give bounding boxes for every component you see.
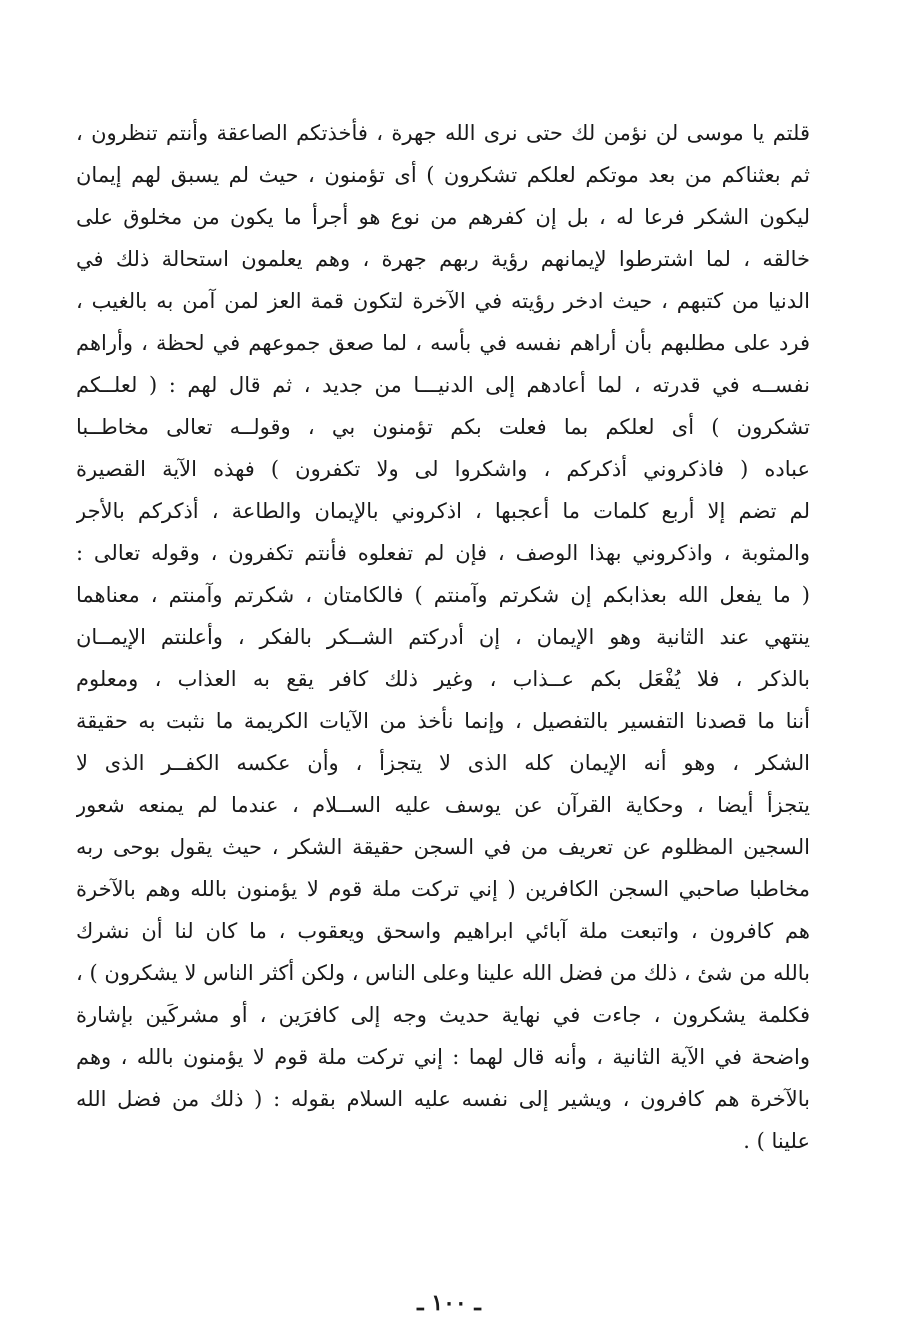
text-line: تشكرون ) أى لعلكم بما فعلت بكم تؤمنون بي ، وقولــه تعالى مخاطــبا — [76, 415, 810, 439]
page-number: ـ ١٠٠ ـ — [417, 1290, 481, 1316]
text-line: بالله من شئ ، ذلك من فضل الله علينا وعلى الناس ، ولكن أكثر الناس لا يشكرون ) ، — [76, 961, 810, 985]
text-line: واضحة في الآية الثانية ، وأنه قال لهما : إني تركت ملة قوم لا يؤمنون بالله ، وهم — [76, 1045, 810, 1069]
text-line: ليكون الشكر فرعا له ، بل إن كفرهم من نوع هو أجرأ ما يكون من مخلوق على — [76, 205, 810, 229]
text-line: ثم بعثناكم من بعد موتكم لعلكم تشكرون ) أى تؤمنون ، حيث لم يسبق لهم إيمان — [76, 163, 810, 187]
text-line: ينتهي عند الثانية وهو الإيمان ، إن أدركتم الشــكر بالفكر ، وأعلنتم الإيمــان — [76, 625, 810, 649]
text-line: بالآخرة هم كافرون ، ويشير إلى نفسه عليه السلام بقوله : ( ذلك من فضل الله — [76, 1087, 810, 1111]
text-line-last: علينا ) . — [743, 1129, 810, 1153]
text-line: الدنيا من كتبهم ، حيث ادخر رؤيته في الآخرة لتكون قمة العز لمن آمن به بالغيب ، — [76, 289, 810, 313]
text-line: فكلمة يشكرون ، جاءت في نهاية حديث وجه إلى كافرَين ، أو مشركَين بإشارة — [76, 1003, 810, 1027]
text-line: السجين المظلوم عن تعريف من في السجن حقيقة الشكر ، حيث يقول بوحى ربه — [76, 835, 810, 859]
body-text — [76, 112, 810, 1162]
text-line: نفســه في قدرته ، لما أعادهم إلى الدنيـــا من جديد ، ثم قال لهم : ( لعلــكم — [76, 373, 810, 397]
text-line: هم كافرون ، واتبعت ملة آبائي ابراهيم واسحق ويعقوب ، ما كان لنا أن نشرك — [76, 919, 810, 943]
text-line: لم تضم إلا أربع كلمات ما أعجبها ، اذكروني بالإيمان والطاعة ، أذكركم بالأجر — [76, 499, 810, 523]
text-line: أننا ما قصدنا التفسير بالتفصيل ، وإنما نأخذ من الآيات الكريمة ما نثبت به حقيقة — [76, 709, 810, 733]
text-line: عباده ( فاذكروني أذكركم ، واشكروا لى ولا تكفرون ) فهذه الآية القصيرة — [76, 457, 810, 481]
text-line: الشكر ، وهو أنه الإيمان كله الذى لا يتجزأ ، وأن عكسه الكفــر الذى لا — [76, 751, 810, 775]
text-line: خالقه ، لما اشترطوا لإيمانهم رؤية ربهم جهرة ، وهم يعلمون استحالة ذلك في — [76, 247, 810, 271]
text-line: مخاطبا صاحبي السجن الكافرين ( إني تركت ملة قوم لا يؤمنون بالله وهم بالآخرة — [76, 877, 810, 901]
text-line: قلتم يا موسى لن نؤمن لك حتى نرى الله جهرة ، فأخذتكم الصاعقة وأنتم تنظرون ، — [76, 121, 810, 145]
text-line: ( ما يفعل الله بعذابكم إن شكرتم وآمنتم ) فالكامتان ، شكرتم وآمنتم ، معناهما — [76, 583, 810, 607]
text-line: والمثوبة ، واذكروني بهذا الوصف ، فإن لم تفعلوه فأنتم تكفرون ، وقوله تعالى : — [76, 541, 810, 565]
text-line: يتجزأ أيضا ، وحكاية القرآن عن يوسف عليه الســلام ، عندما لم يمنعه شعور — [76, 793, 810, 817]
text-line: فرد على مطلبهم بأن أراهم نفسه في بأسه ، لما صعق جموعهم في لحظة ، وأراهم — [76, 331, 810, 355]
text-line: بالذكر ، فلا يُفْعَل بكم عــذاب ، وغير ذلك كافر يقع به العذاب ، ومعلوم — [76, 667, 810, 691]
